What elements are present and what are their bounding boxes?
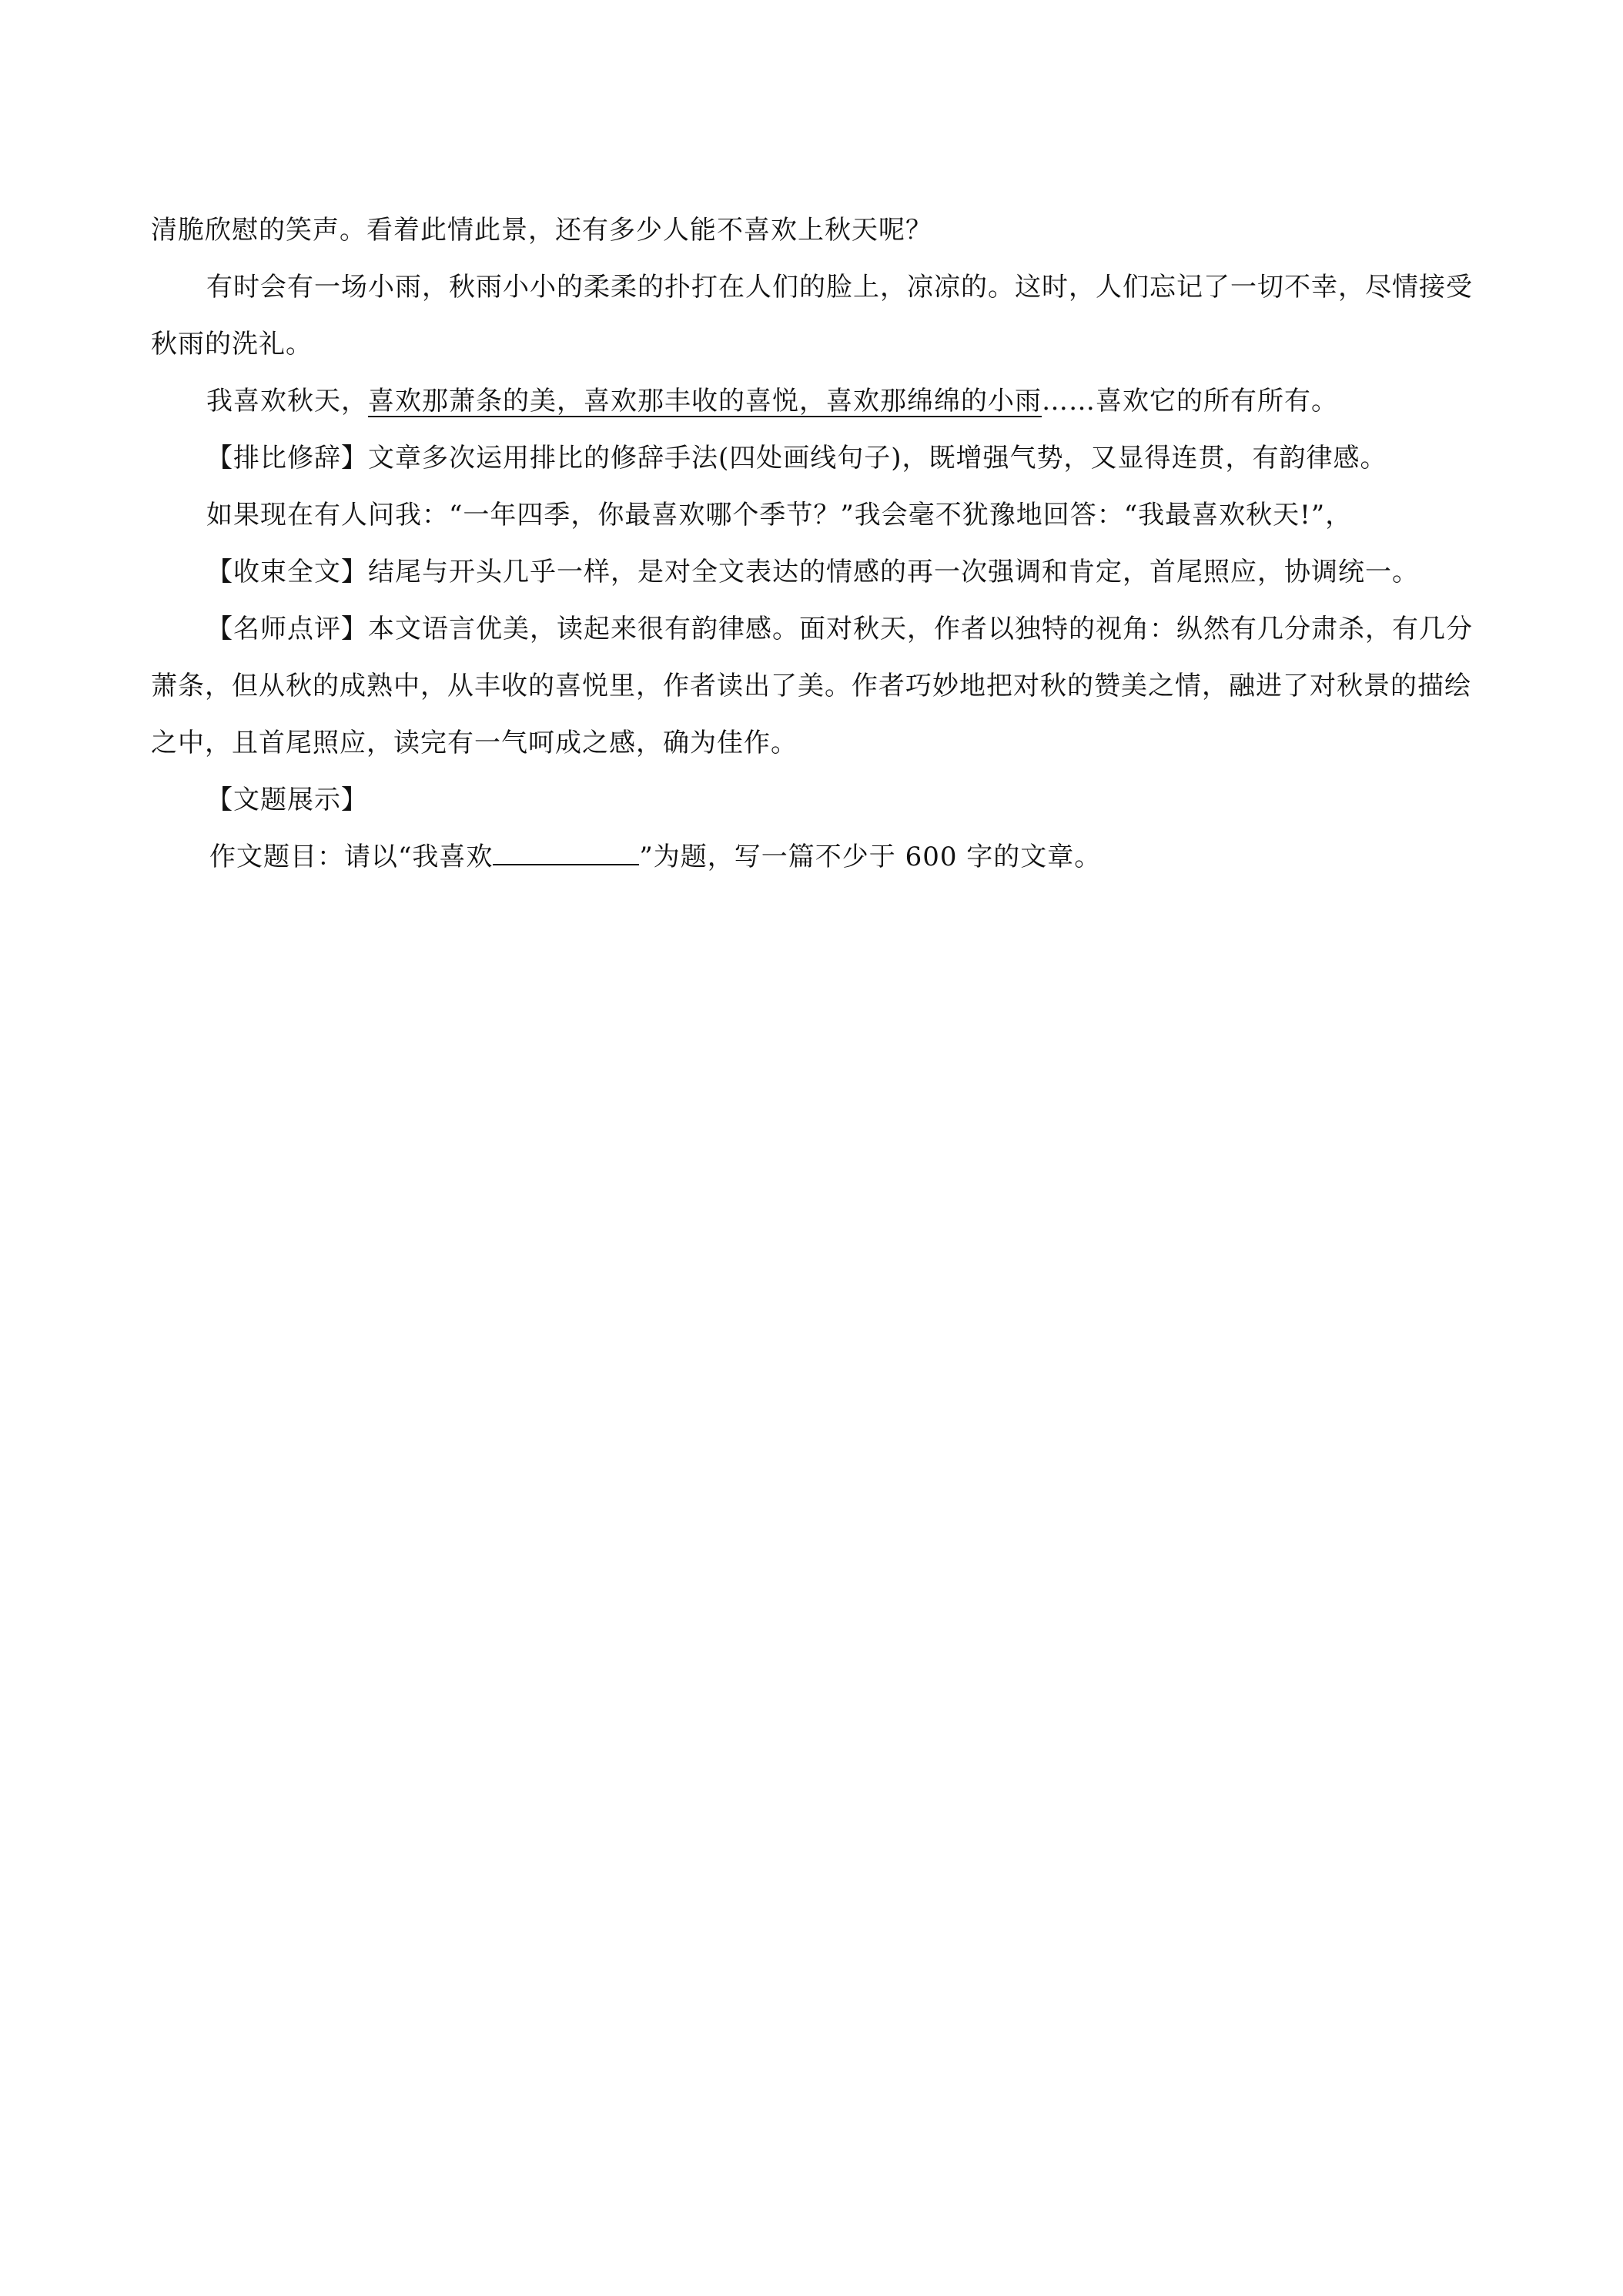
paragraph-laughter [151, 202, 1478, 259]
paragraph-conclusion-note [151, 544, 1478, 601]
paragraph-favorite-season [151, 487, 1478, 544]
document-body [151, 202, 1478, 885]
fill-in-blank-line [493, 842, 639, 865]
paragraph-text: 有时会有一场小雨，秋雨小小的柔柔的扑打在人们的脸上，凉凉的。这时，人们忘记了一切不幸，尽情接受秋雨的洗礼。 [151, 272, 1473, 360]
underlined-parallel-sentence: 喜欢那萧条的美，喜欢那丰收的喜悦，喜欢那绵绵的小雨 [368, 386, 1042, 417]
paragraph-teacher-review [151, 601, 1478, 771]
paragraph-text: 清脆欣慰的笑声。看着此情此景，还有多少人能不喜欢上秋天呢？ [151, 215, 932, 246]
paragraph-text-lead: 我喜欢秋天， [206, 386, 368, 417]
paragraph-text: 【收束全文】结尾与开头几乎一样，是对全文表达的情感的再一次强调和肯定，首尾照应，协调统一。 [206, 557, 1419, 587]
paragraph-text: 【排比修辞】文章多次运用排比的修辞手法(四处画线句子)，既增强气势，又显得连贯，有韵律感。 [206, 443, 1387, 474]
paragraph-text-tail: ”为题，写一篇不少于 600 字的文章。 [639, 842, 1102, 872]
paragraph-essay-prompt [151, 828, 1478, 885]
paragraph-text-lead: 作文题目：请以“我喜欢 [209, 842, 494, 872]
paragraph-parallelism-note [151, 430, 1478, 487]
paragraph-topic-heading [151, 771, 1478, 828]
paragraph-autumn-rain [151, 259, 1478, 373]
paragraph-i-like-autumn [151, 373, 1478, 430]
paragraph-text: 如果现在有人问我：“一年四季，你最喜欢哪个季节？”我会毫不犹豫地回答：“我最喜欢秋天!”， [206, 500, 1353, 530]
paragraph-text: 【文题展示】 [206, 785, 368, 815]
paragraph-text: 【名师点评】本文语言优美，读起来很有韵律感。面对秋天，作者以独特的视角：纵然有几分肃杀，有几分萧条，但从秋的成熟中，从丰收的喜悦里，作者读出了美。作者巧妙地把对秋的赞美之情，融进了对秋景的描绘之中，且首尾照应，读完有一气呵成之感，确为佳作。 [151, 614, 1473, 758]
paragraph-text-tail: ……喜欢它的所有所有。 [1042, 386, 1338, 417]
